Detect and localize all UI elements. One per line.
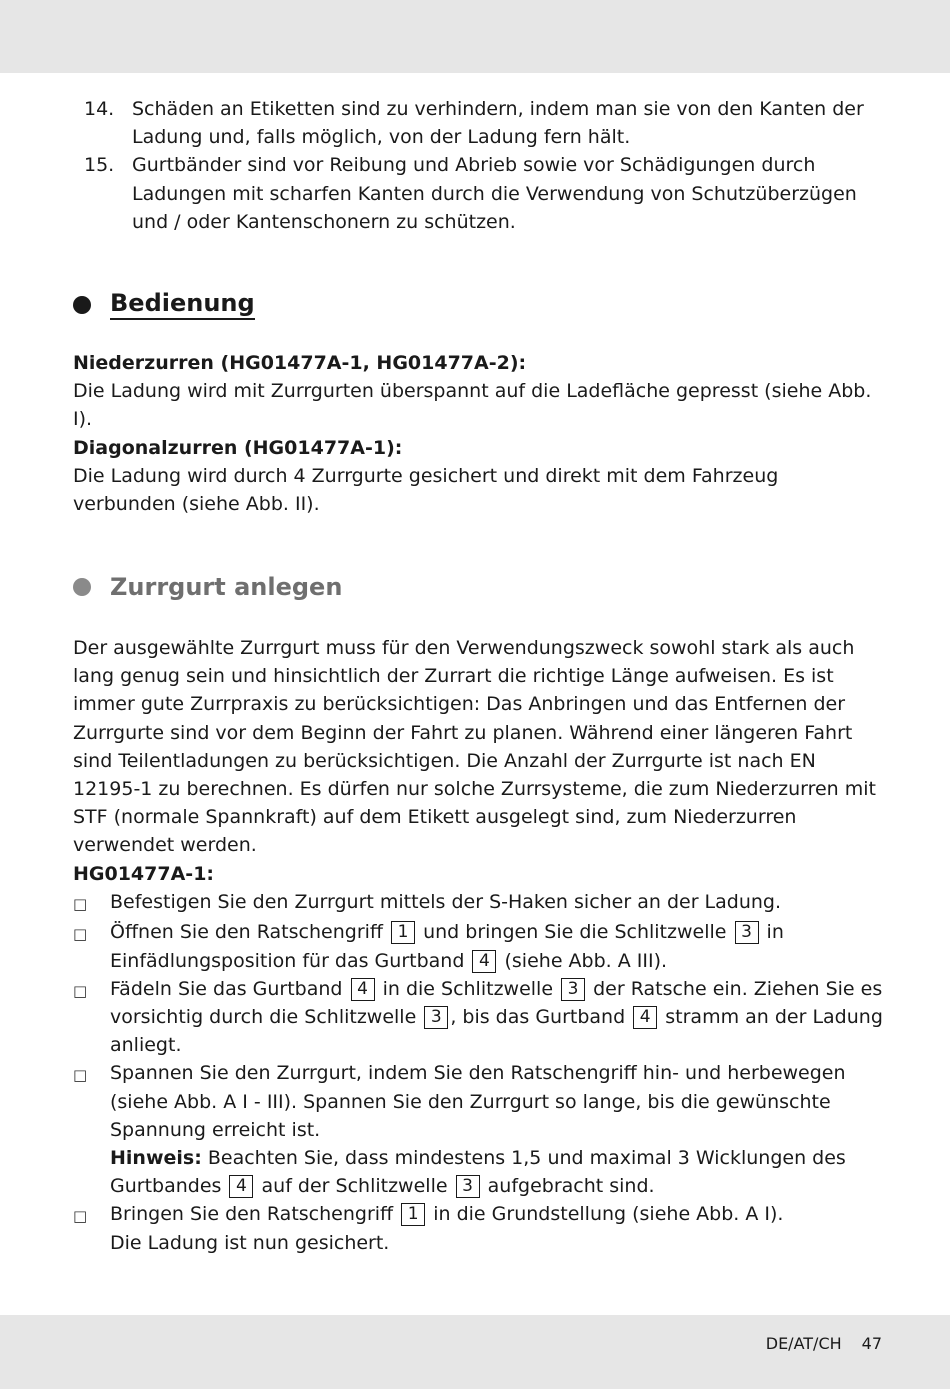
intro-paragraph — [73, 634, 883, 860]
section-heading-zurrgurt — [73, 573, 342, 601]
reference-number: 1 — [391, 921, 415, 944]
item-text: Gurtbänder sind vor Reibung und Abrieb sowie vor Schädigungen durch Ladungen mit scharfen Kanten durch die Verwendung von Schutzüberzügen und / oder Kantenschonern zu schützen. — [132, 154, 857, 233]
region-label: DE/AT/CH — [765, 1334, 842, 1353]
step-text: in die Schlitzwelle — [382, 977, 554, 1000]
step-text: (siehe Abb. A III). — [504, 949, 668, 972]
top-band — [0, 0, 950, 73]
page-footer — [746, 1334, 882, 1353]
step-text: der Ratsche ein. Ziehen Sie es vorsichtig durch die Schlitzwelle — [110, 977, 883, 1029]
step-text: Öffnen Sie den Ratschengriff — [110, 921, 383, 944]
bullet-dot-icon — [73, 296, 91, 314]
list-item — [73, 95, 883, 151]
step-text: und bringen Sie die Schlitzwelle — [423, 921, 727, 944]
reference-number: 4 — [472, 950, 496, 973]
step-text: Bringen Sie den Ratschengriff — [110, 1203, 394, 1226]
hint-label: Hinweis: — [110, 1147, 202, 1170]
step-text: Spannen Sie den Zurrgurt, indem Sie den Ratschengriff hin- und herbewegen (siehe Abb. A I - III). Spannen Sie den Zurrgurt so lange, bis die gewünschte Spannung erreicht ist. — [110, 1062, 846, 1141]
reference-number: 3 — [456, 1175, 480, 1198]
numbered-list — [73, 95, 883, 236]
section-title: Bedienung — [110, 289, 255, 320]
checkbox-icon: □ — [73, 925, 88, 944]
step-text: stramm an der Ladung anliegt. — [110, 1006, 883, 1057]
reference-number: 3 — [561, 978, 585, 1001]
page-number: 47 — [861, 1334, 882, 1353]
item-text: Schäden an Etiketten sind zu verhindern, indem man sie von den Kanten der Ladung und, falls möglich, von der Ladung fern hält. — [132, 98, 864, 149]
item-number: 15. — [84, 154, 115, 177]
diagonalzurren-block — [73, 434, 883, 519]
checkbox-icon: □ — [73, 1066, 88, 1085]
list-item — [73, 918, 883, 974]
list-item — [73, 1059, 883, 1200]
checkbox-icon: □ — [73, 981, 88, 1000]
paragraph: Die Ladung wird mit Zurrgurten überspannt auf die Ladefläche gepresst (siehe Abb. I). — [73, 380, 872, 431]
step-text: , bis das Gurtband — [450, 1006, 626, 1029]
bullet-dot-icon — [73, 578, 91, 596]
list-item — [73, 888, 883, 918]
hint — [110, 1144, 883, 1200]
subheading: Diagonalzurren (HG01477A-1): — [73, 437, 403, 459]
section-title: Zurrgurt anlegen — [110, 573, 343, 601]
list-item — [73, 1200, 883, 1256]
step-text: Befestigen Sie den Zurrgurt mittels der S-Haken sicher an der Ladung. — [110, 891, 782, 914]
niederzurren-block — [73, 349, 883, 434]
step-text: in die Grundstellung (siehe Abb. A I). — [433, 1203, 784, 1226]
reference-number: 4 — [633, 1006, 657, 1029]
step-text: in Einfädlungsposition für das Gurtband — [110, 921, 784, 972]
item-number: 14. — [84, 98, 115, 120]
hint-text: aufgebracht sind. — [487, 1175, 655, 1198]
subheading: Niederzurren (HG01477A-1, HG01477A-2): — [73, 352, 527, 374]
step-text: Die Ladung ist nun gesichert. — [110, 1231, 390, 1254]
checkbox-icon: □ — [73, 895, 88, 914]
paragraph: Der ausgewählte Zurrgurt muss für den Verwendungszweck sowohl stark als auch lang genug sein und hinsichtlich der Zurrart die richtige Länge aufweisen. Es ist immer gute Zurrpraxis zu berücksichtigen: Das Anbringen und das Entfernen der Zurrgurte sind vor dem Beginn der Fahrt zu planen. Während einer längeren Fahrt sind Teilentladungen zu berücksichtigen. Die Anzahl der Zurrgurte ist nach EN 12195-1 zu berechnen. Es dürfen nur solche Zurrsysteme, die zum Niederzurren mit STF (normale Spannkraft) auf dem Etikett ausgelegt sind, zum Niederzurren verwendet werden. — [73, 637, 877, 857]
reference-number: 1 — [401, 1203, 425, 1226]
step-text: Fädeln Sie das Gurtband — [110, 977, 343, 1000]
reference-number: 4 — [351, 978, 375, 1001]
list-item — [73, 975, 883, 1060]
paragraph: Die Ladung wird durch 4 Zurrgurte gesichert und direkt mit dem Fahrzeug verbunden (siehe Abb. II). — [73, 465, 779, 516]
section-heading-bedienung — [73, 289, 255, 320]
subheading: HG01477A-1: — [73, 863, 215, 885]
hint-text: auf der Schlitzwelle — [261, 1175, 448, 1198]
hint-text: Beachten Sie, dass mindestens 1,5 und maximal 3 Wicklungen des Gurtbandes — [110, 1147, 846, 1198]
reference-number: 3 — [424, 1006, 448, 1029]
checkbox-icon: □ — [73, 1207, 88, 1226]
list-item — [73, 151, 883, 236]
reference-number: 3 — [735, 921, 759, 944]
reference-number: 4 — [229, 1175, 253, 1198]
steps-block — [73, 860, 883, 1257]
